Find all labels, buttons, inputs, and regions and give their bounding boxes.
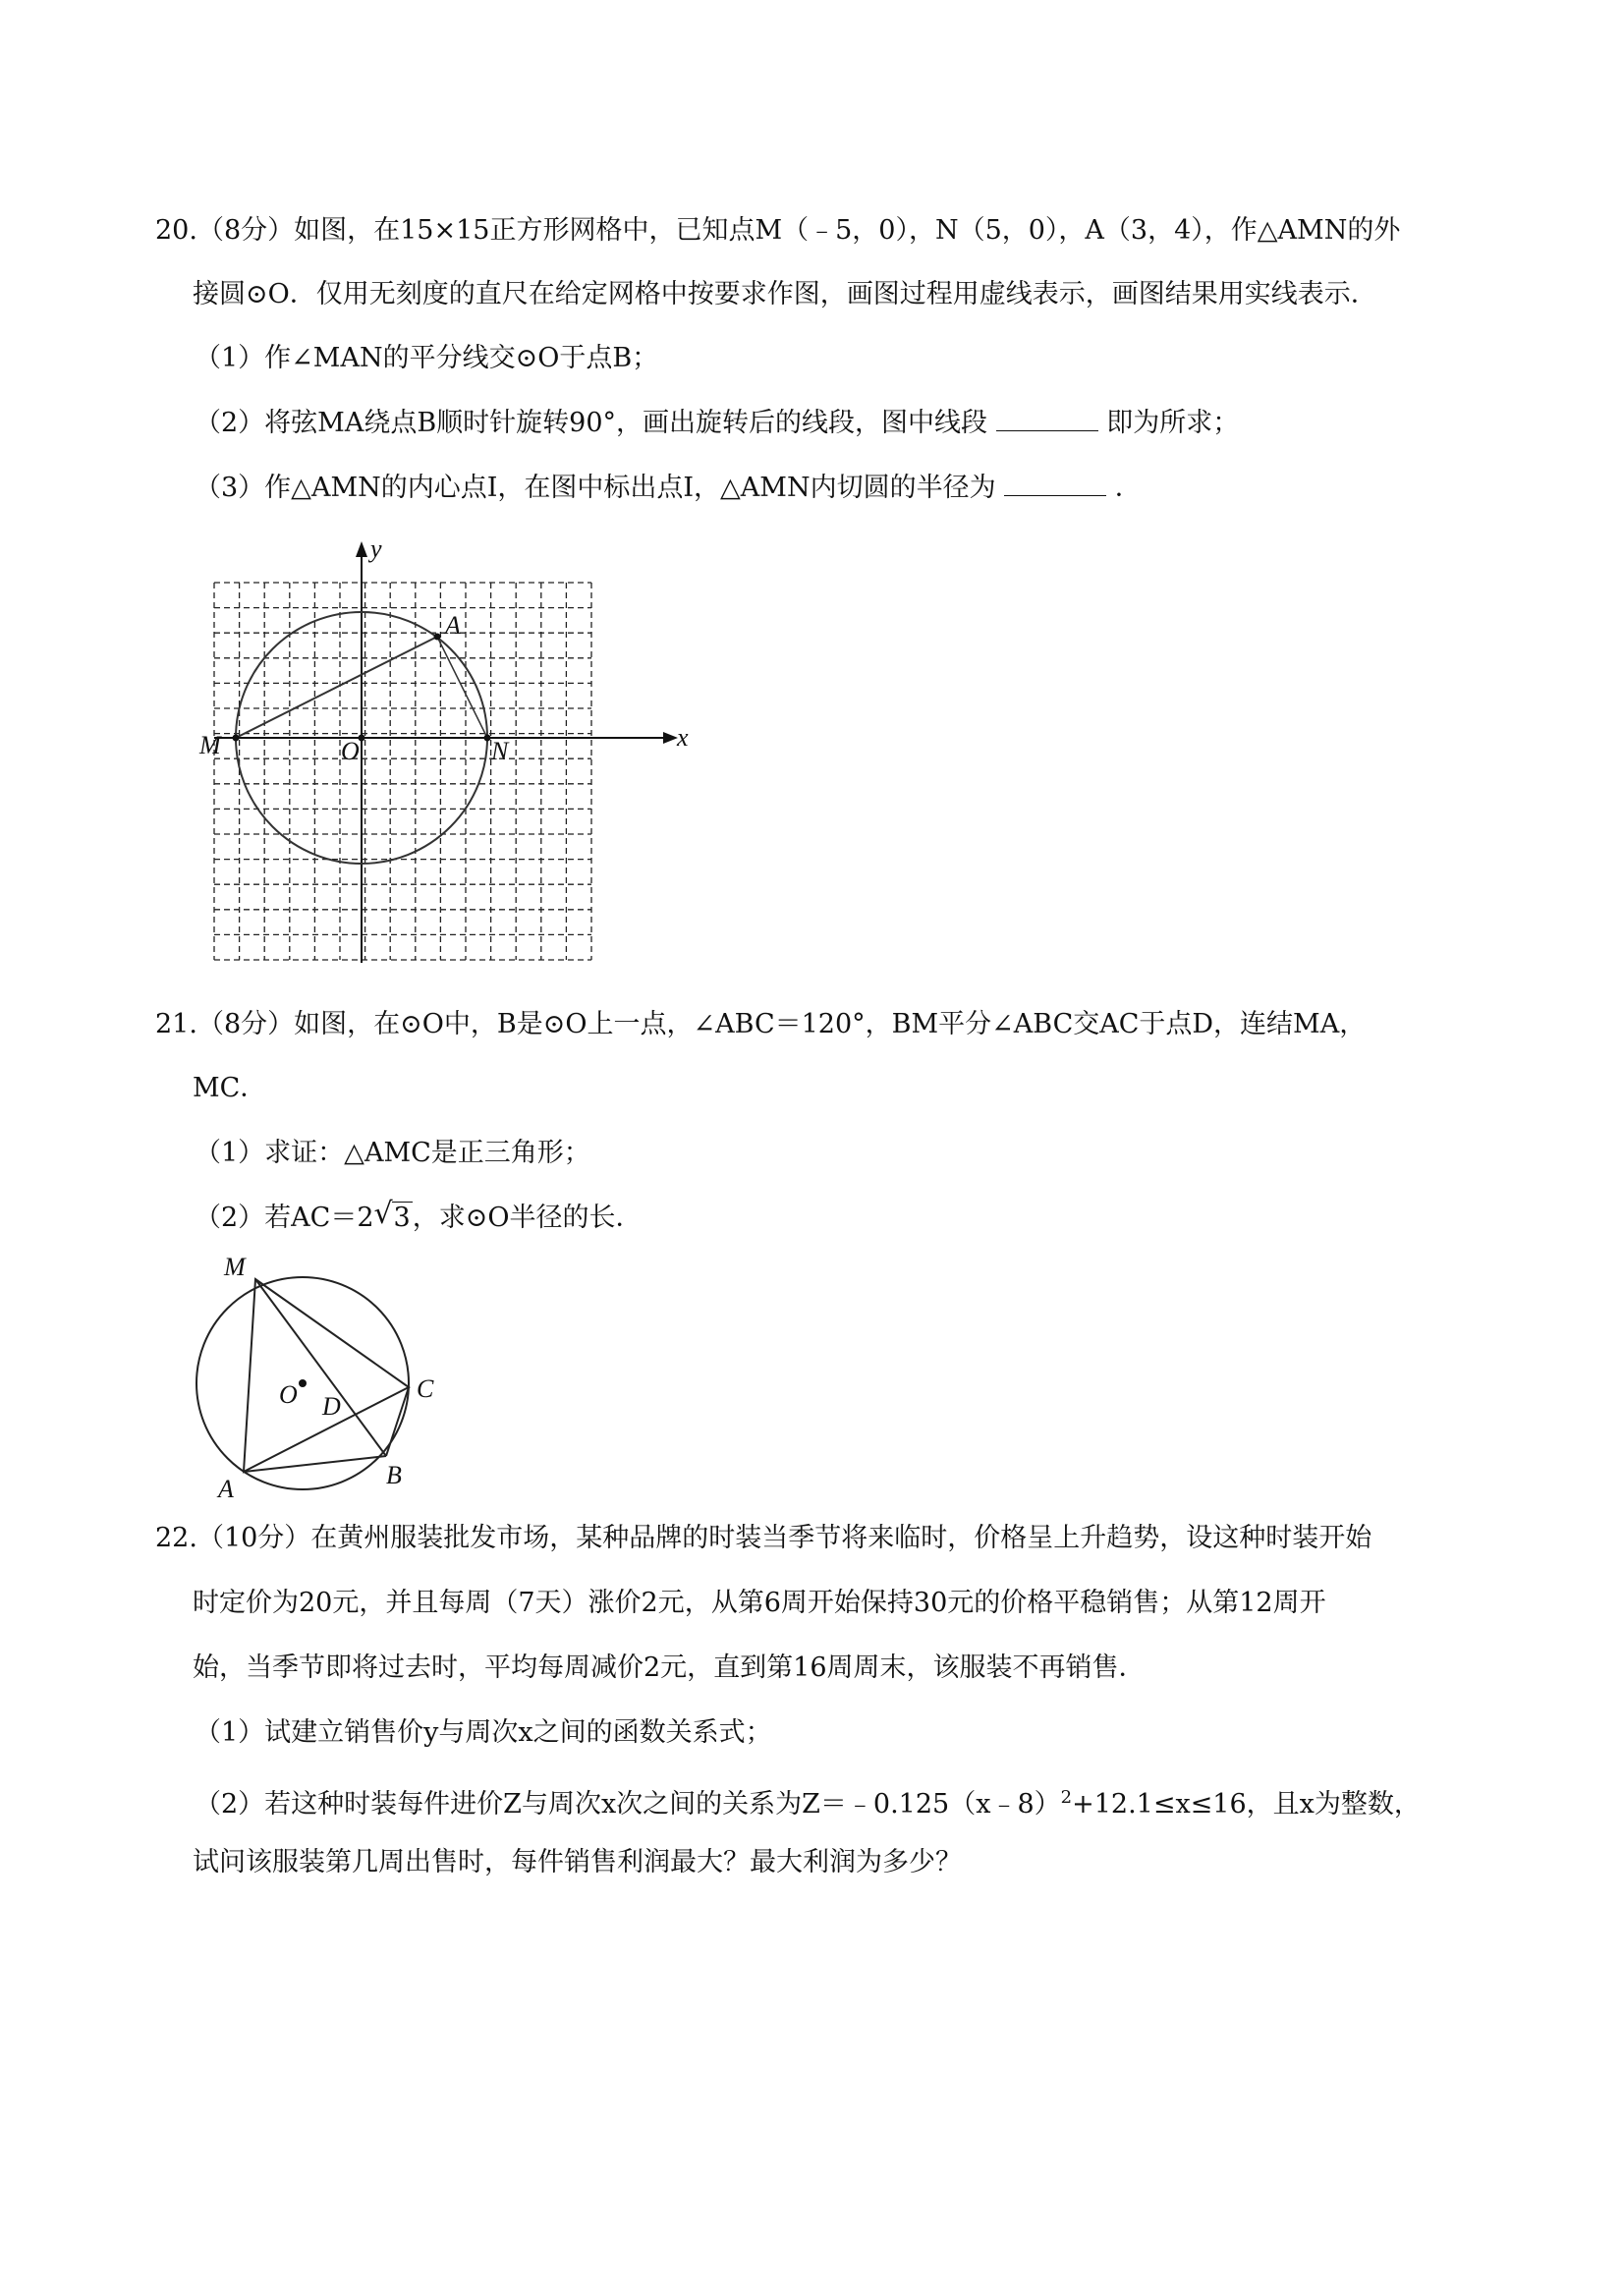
- label-A: A: [218, 1475, 234, 1501]
- q21-circle-figure: [187, 1250, 501, 1501]
- label-N: N: [491, 737, 509, 765]
- q20-sub-3: [195, 471, 1142, 506]
- q21-sub-2-tail: ，求⊙O半径的长．: [412, 1203, 643, 1233]
- x-axis-arrow: [663, 732, 678, 744]
- segment-MB: [255, 1279, 386, 1456]
- q22-sub-2-text: （2）若这种时装每件进价Z与周次x次之间的关系为Z＝﹣0.125（x﹣8）: [195, 1789, 1061, 1820]
- point-M: [233, 735, 240, 742]
- grid-dashed-lines: [214, 583, 591, 960]
- segment-MA: [236, 637, 437, 738]
- q22-sub-1: （1）试建立销售价y与周次x之间的函数关系式；: [195, 1717, 772, 1748]
- q20-sub-3-text: （3）作△AMN的内心点I，在图中标出点I，△AMN内切圆的半径为: [195, 473, 996, 503]
- q21-sub-2: [195, 1197, 643, 1236]
- q21-sub-2-text: （2）若AC＝2: [195, 1203, 374, 1233]
- point-A: [434, 634, 441, 641]
- label-B: B: [386, 1461, 402, 1489]
- label-D: D: [322, 1392, 341, 1421]
- label-A: A: [445, 611, 461, 640]
- sqrt-symbol: √ 3: [373, 1197, 411, 1233]
- point-N: [484, 735, 491, 742]
- q22-line-1: 22.（10分）在黄州服装批发市场，某种品牌的时装当季节将来临时，价格呈上升趋势，设这种时装开始: [155, 1523, 1372, 1553]
- q20-sub-2: [195, 406, 1239, 441]
- q22-sub-2: [195, 1780, 1421, 1822]
- q20-answer-blank-1[interactable]: [996, 407, 1098, 431]
- q20-line-2: 接圆⊙O．仅用无刻度的直尺在给定网格中按要求作图，画图过程用虚线表示，画图结果用实线表示．: [193, 279, 1377, 309]
- label-M: M: [224, 1253, 246, 1281]
- q20-answer-blank-2[interactable]: [1004, 472, 1106, 496]
- q20-sub-2-tail: 即为所求；: [1106, 408, 1240, 438]
- label-C: C: [417, 1374, 434, 1403]
- q20-sub-3-tail: ．: [1114, 473, 1142, 503]
- exponent: 2: [1060, 1787, 1073, 1808]
- q20-sub-1: （1）作∠MAN的平分线交⊙O于点B；: [195, 343, 659, 373]
- y-axis-arrow: [356, 541, 367, 557]
- q22-sub-2-tail: +12.1≤x≤16，且x为整数，: [1072, 1789, 1421, 1820]
- q22-sub-3: 试问该服装第几周出售时，每件销售利润最大？最大利润为多少？: [193, 1847, 962, 1877]
- q22-line-3: 始，当季节即将过去时，平均每周减价2元，直到第16周周末，该服装不再销售．: [193, 1652, 1146, 1683]
- label-y: y: [370, 535, 382, 563]
- q21-line-2: MC．: [193, 1073, 267, 1103]
- label-x: x: [677, 723, 689, 752]
- segment-AN: [437, 637, 487, 738]
- label-M: M: [199, 731, 221, 759]
- q21-sub-1: （1）求证：△AMC是正三角形；: [195, 1138, 590, 1168]
- center-point-O: [299, 1379, 307, 1387]
- q20-line-1: 20.（8分）如图，在15×15正方形网格中，已知点M（﹣5，0），N（5，0），A（3，4），作△AMN的外: [155, 215, 1401, 246]
- q22-line-2: 时定价为20元，并且每周（7天）涨价2元，从第6周开始保持30元的价格平稳销售；从第12周开: [193, 1588, 1326, 1618]
- q21-line-1: 21.（8分）如图，在⊙O中，B是⊙O上一点，∠ABC＝120°，BM平分∠ABC交AC于点D，连结MA，: [155, 1009, 1367, 1039]
- label-O: O: [341, 737, 360, 765]
- q20-sub-2-text: （2）将弦MA绕点B顺时针旋转90°，画出旋转后的线段，图中线段: [195, 408, 988, 438]
- label-O: O: [279, 1380, 298, 1409]
- sqrt-radicand: 3: [393, 1203, 411, 1233]
- q20-grid-figure: [192, 535, 702, 978]
